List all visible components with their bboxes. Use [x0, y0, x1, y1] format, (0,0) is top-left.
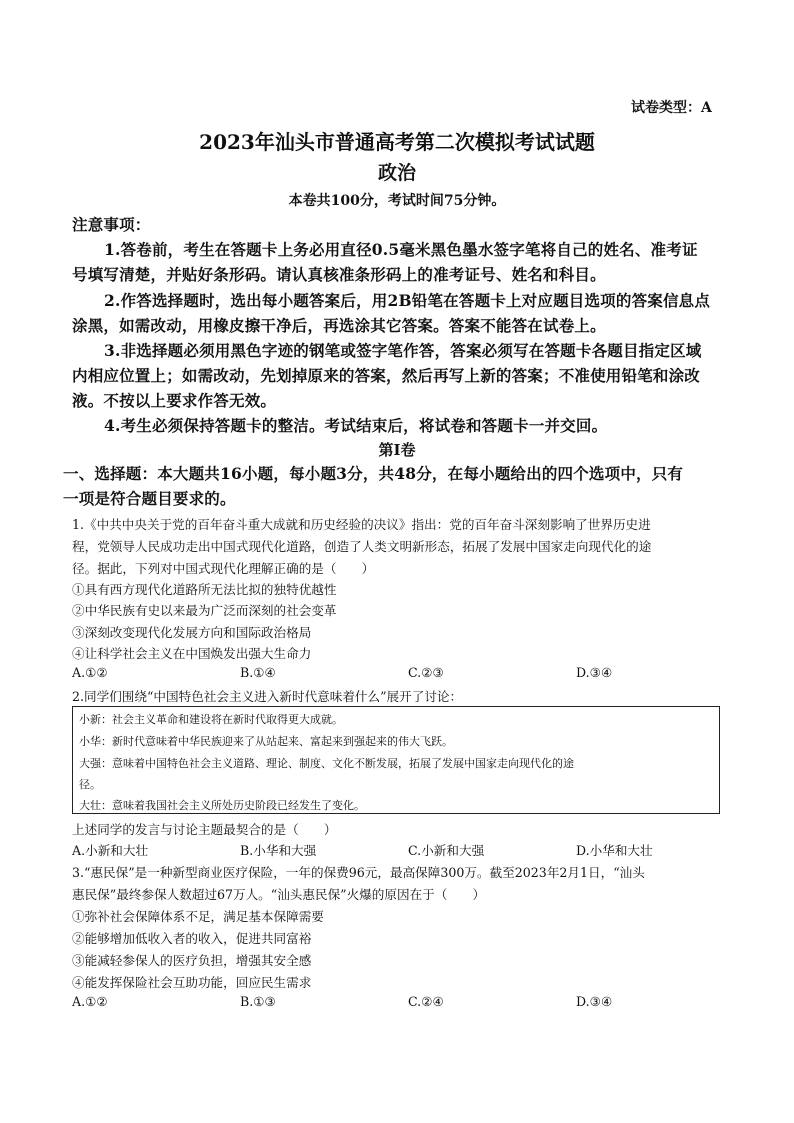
- q3-stem-line-2: 惠民保”最终参保人数超过67万人。“汕头惠民保”火爆的原因在于（ ）: [72, 887, 486, 902]
- q2-question: 上述同学的发言与讨论主题最契合的是（ ）: [72, 822, 337, 837]
- q3-statement-2: ②能够增加低收入者的收入，促进共同富裕: [72, 931, 312, 946]
- q1-statement-1: ①具有西方现代化道路所无法比拟的独特优越性: [72, 582, 337, 597]
- q2-box-line-4: 径。: [79, 778, 101, 791]
- q2-option-a: A.小新和大壮: [72, 843, 149, 858]
- q2-option-d: D.小华和大壮: [576, 843, 653, 858]
- q1-stem-line-1: 1.《中共中央关于党的百年奋斗重大成就和历史经验的决议》指出：党的百年奋斗深刻影响了世界历史进: [72, 517, 651, 532]
- q3-stem-line-1: 3.“惠民保”是一种新型商业医疗保险，一年的保费96元，最高保障300万。截至2023年2月1日，“汕头: [72, 865, 645, 880]
- notice-item-1-line-2: 号填写清楚，并贴好条形码。请认真核准条形码上的准考证号、姓名和科目。: [72, 265, 606, 284]
- q3-statement-4: ④能发挥保险社会互助功能，回应民生需求: [72, 975, 312, 990]
- q3-option-a: A.①②: [72, 994, 108, 1009]
- paper-type: 试卷类型：A: [631, 100, 712, 116]
- q1-statement-4: ④让科学社会主义在中国焕发出强大生命力: [72, 646, 312, 661]
- exam-info: 本卷共100分，考试时间75分钟。: [288, 193, 506, 209]
- notice-item-4-line-1: 4.考生必须保持答题卡的整洁。考试结束后，将试卷和答题卡一并交回。: [104, 416, 608, 435]
- notice-item-1-line-1: 1.答卷前，考生在答题卡上务必用直径0.5毫米黑色墨水签字笔将自己的姓名、准考证: [104, 240, 698, 259]
- notice-item-3-line-1: 3.非选择题必须用黑色字迹的钢笔或签字笔作答，答案必须写在答题卡各题目指定区域: [104, 341, 702, 360]
- notice-heading: 注意事项：: [72, 215, 151, 234]
- notice-item-2-line-2: 涂黑，如需改动，用橡皮擦干净后，再选涂其它答案。答案不能答在试卷上。: [72, 316, 606, 335]
- q3-statement-1: ①弥补社会保障体系不足，满足基本保障需要: [72, 909, 324, 924]
- exam-title: 2023年汕头市普通高考第二次模拟考试试题: [199, 130, 595, 154]
- q1-option-a: A.①②: [72, 665, 108, 680]
- q2-box-line-2: 小华：新时代意味着中华民族迎来了从站起来、富起来到强起来的伟大飞跃。: [79, 735, 453, 748]
- q2-option-b: B.小华和大强: [240, 843, 317, 858]
- q3-option-c: C.②④: [408, 994, 444, 1009]
- q1-option-c: C.②③: [408, 665, 444, 680]
- q3-option-d: D.③④: [576, 994, 613, 1009]
- q1-option-d: D.③④: [576, 665, 613, 680]
- q3-statement-3: ③能减轻参保人的医疗负担，增强其安全感: [72, 953, 312, 968]
- subject-title: 政治: [377, 162, 416, 184]
- q3-option-b: B.①③: [240, 994, 276, 1009]
- q2-option-c: C.小新和大强: [408, 843, 485, 858]
- section-instruction-line-2: 一项是符合题目要求的。: [63, 489, 236, 508]
- q2-box-line-5: 大壮：意味着我国社会主义所处历史阶段已经发生了变化。: [79, 799, 365, 812]
- q1-stem-line-3: 径。据此，下列对中国式现代化理解正确的是（ ）: [72, 561, 375, 576]
- q2-discussion-box: [72, 706, 720, 814]
- q1-statement-3: ③深刻改变现代化发展方向和国际政治格局: [72, 625, 312, 640]
- section-instruction-line-1: 一、选择题：本大题共16小题，每小题3分，共48分，在每小题给出的四个选项中，只有: [63, 464, 684, 483]
- q1-option-b: B.①④: [240, 665, 276, 680]
- section-title: 第Ⅰ卷: [378, 441, 416, 459]
- q2-stem: 2.同学们围绕“中国特色社会主义进入新时代意味着什么”展开了讨论：: [72, 689, 463, 704]
- q1-stem-line-2: 程，党领导人民成功走出中国式现代化道路，创造了人类文明新形态，拓展了发展中国家走向现代化的途: [72, 539, 652, 554]
- q1-statement-2: ②中华民族有史以来最为广泛而深刻的社会变革: [72, 603, 337, 618]
- q2-box-line-1: 小新：社会主义革命和建设将在新时代取得更大成就。: [79, 713, 343, 726]
- q2-box-line-3: 大强：意味着中国特色社会主义道路、理论、制度、文化不断发展，拓展了发展中国家走向现代化的途: [79, 757, 574, 770]
- notice-item-3-line-2: 内相应位置上；如需改动，先划掉原来的答案，然后再写上新的答案；不准使用铅笔和涂改: [72, 366, 701, 385]
- notice-item-3-line-3: 液。不按以上要求作答无效。: [72, 391, 277, 410]
- notice-item-2-line-1: 2.作答选择题时，选出每小题答案后，用2B铅笔在答题卡上对应题目选项的答案信息点: [104, 291, 711, 310]
